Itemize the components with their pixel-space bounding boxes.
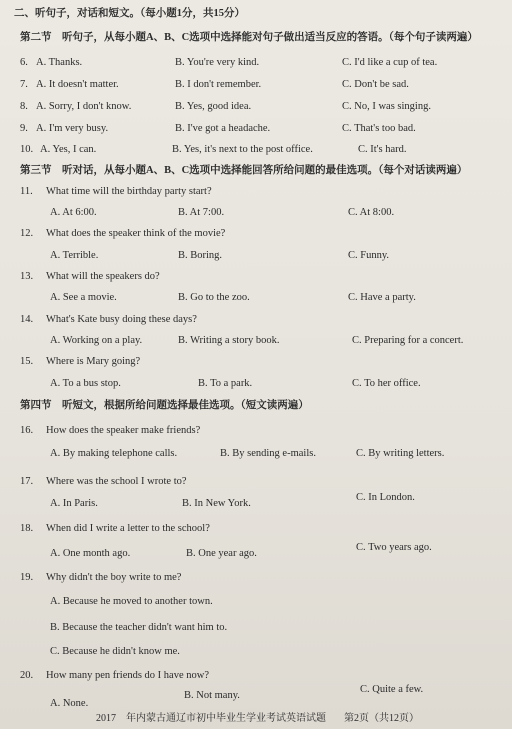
option-a: A. In Paris. <box>50 498 98 509</box>
question-8: 8. A. Sorry, I don't know. B. Yes, good idea. C. No, I was singing. <box>0 97 512 117</box>
question-14-options <box>0 331 512 351</box>
question-16-stem: 16. How does the speaker make friends? <box>20 425 201 436</box>
option-b: B. Not many. <box>184 690 240 701</box>
part2-heading: 第二节 听句子，从每小题A、B、C选项中选择能对句子做出适当反应的答语。（每个句子读两遍） <box>20 32 478 43</box>
question-19-option-c <box>0 642 512 662</box>
option-a: A. See a movie. <box>50 292 117 303</box>
option-b: B. Go to the zoo. <box>178 292 250 303</box>
option-a: A. Yes, I can. <box>40 144 97 155</box>
question-17-options <box>0 494 512 514</box>
option-c: C. By writing letters. <box>356 448 445 459</box>
option-a: A. Terrible. <box>50 250 99 261</box>
option-c: C. No, I was singing. <box>342 101 431 112</box>
question-12-stem: 12. What does the speaker think of the movie? <box>20 228 226 239</box>
question-7: 7. A. It doesn't matter. B. I don't remember. C. Don't be sad. <box>0 75 512 95</box>
question-13-options <box>0 288 512 308</box>
option-c: C. Have a party. <box>348 292 416 303</box>
option-b: B. To a park. <box>198 378 253 389</box>
question-20-options <box>0 684 512 710</box>
question-18-stem: 18. When did I write a letter to the school? <box>20 523 210 534</box>
option-a: A. None. <box>50 698 89 709</box>
page-footer <box>0 709 512 729</box>
question-19-option-b <box>0 618 512 638</box>
option-c: C. Because he didn't know me. <box>50 646 180 657</box>
question-15-stem: 15. Where is Mary going? <box>20 356 141 367</box>
question-15-options <box>0 374 512 394</box>
question-17-stem: 17. Where was the school I wrote to? <box>20 476 187 487</box>
option-a: A. Thanks. <box>36 57 83 68</box>
part3-heading: 第三节 听对话，从每小题A、B、C选项中选择能回答所给问题的最佳选项。（每个对话读两遍） <box>20 165 468 176</box>
footer-page-number: 第2页（共12页） <box>344 713 419 724</box>
question-19-stem: 19. Why didn't the boy write to me? <box>20 572 182 583</box>
option-a: A. To a bus stop. <box>50 378 121 389</box>
part4-heading: 第四节 听短文，根据所给问题选择最佳选项。（短文读两遍） <box>20 400 309 411</box>
option-a: A. One month ago. <box>50 548 131 559</box>
option-c: C. To her office. <box>352 378 421 389</box>
option-b: B. Yes, it's next to the post office. <box>172 144 313 155</box>
option-c: C. I'd like a cup of tea. <box>342 57 438 68</box>
option-b: B. At 7:00. <box>178 207 225 218</box>
option-b: B. I don't remember. <box>175 79 262 90</box>
option-c: C. Preparing for a concert. <box>352 335 464 346</box>
option-b: B. Boring. <box>178 250 223 261</box>
question-14-stem: 14. What's Kate busy doing these days? <box>20 314 197 325</box>
option-b: B. Writing a story book. <box>178 335 280 346</box>
option-a: A. It doesn't matter. <box>36 79 119 90</box>
option-c: C. Funny. <box>348 250 390 261</box>
question-10: 10. A. Yes, I can. B. Yes, it's next to the post office. C. It's hard. <box>0 140 512 160</box>
option-c: C. Quite a few. <box>360 684 424 695</box>
option-a: A. Working on a play. <box>50 335 143 346</box>
question-6: 6. A. Thanks. B. You're very kind. C. I'd like a cup of tea. <box>0 53 512 73</box>
option-c: C. Two years ago. <box>356 542 432 553</box>
option-b: B. Yes, good idea. <box>175 101 252 112</box>
question-9: 9. A. I'm very busy. B. I've got a headache. C. That's too bad. <box>0 119 512 139</box>
question-19-option-a <box>0 592 512 612</box>
option-a: A. I'm very busy. <box>36 123 109 134</box>
question-12-options <box>0 246 512 266</box>
option-c: C. It's hard. <box>358 144 407 155</box>
footer-exam-title: 2017 年内蒙古通辽市初中毕业生学业考试英语试题 <box>96 713 326 724</box>
option-a: A. At 6:00. <box>50 207 97 218</box>
question-20-stem: 20. How many pen friends do I have now? <box>20 670 209 681</box>
question-11-options <box>0 203 512 223</box>
section-title: 二、听句子，对话和短文。（每小题1分，共15分） <box>14 8 245 19</box>
option-b: B. I've got a headache. <box>175 123 271 134</box>
option-b: B. You're very kind. <box>175 57 260 68</box>
question-13-stem: 13. What will the speakers do? <box>20 271 160 282</box>
option-c: C. That's too bad. <box>342 123 416 134</box>
option-a: A. By making telephone calls. <box>50 448 178 459</box>
question-11-stem: 11. What time will the birthday party start? <box>20 186 212 197</box>
question-16-options <box>0 444 512 464</box>
option-a: A. Because he moved to another town. <box>50 596 213 607</box>
option-c: C. In London. <box>356 492 415 503</box>
option-c: C. At 8:00. <box>348 207 395 218</box>
option-b: B. Because the teacher didn't want him to. <box>50 622 228 633</box>
option-c: C. Don't be sad. <box>342 79 409 90</box>
option-a: A. Sorry, I don't know. <box>36 101 132 112</box>
option-b: B. In New York. <box>182 498 251 509</box>
option-b: B. By sending e-mails. <box>220 448 316 459</box>
option-b: B. One year ago. <box>186 548 257 559</box>
question-18-options <box>0 544 512 564</box>
